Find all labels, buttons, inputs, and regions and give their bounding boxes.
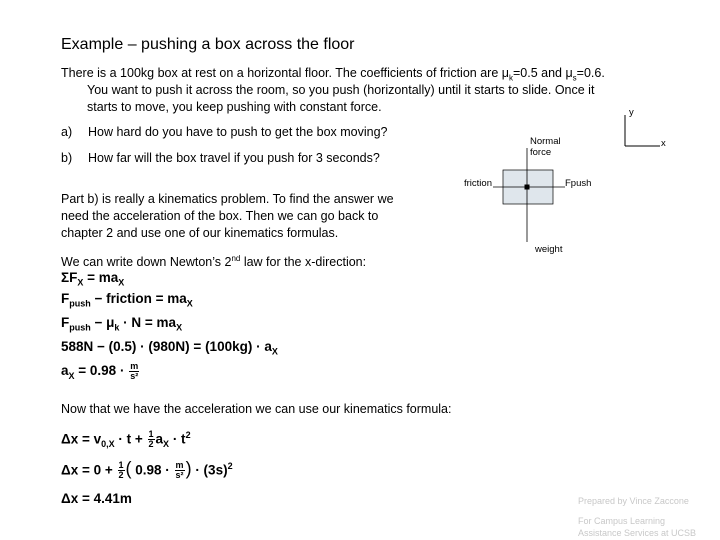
- x-axis-label: x: [661, 138, 666, 149]
- intro-line-3: starts to move, you keep pushing with constant force.: [87, 100, 382, 114]
- question-a-text: How hard do you have to push to get the box moving?: [88, 125, 388, 139]
- credit-line-2: For Campus Learning: [578, 516, 666, 526]
- equation-acceleration-result: $a_X = 0.98$ · $\frac{m}{\text{s²}}$: [61, 361, 139, 381]
- intro-line-2: You want to push it across the room, so you push (horizontally) until it starts to slide. Once it: [87, 83, 595, 97]
- intro-line-1: There is a 100kg box at rest on a horizontal floor. The coefficients of friction are $\mu_k=0.5$ and $\mu_s=0.6$.: [61, 66, 605, 83]
- kinematics-formula: $\Delta x = v_{0,X} \cdot t$ + $\frac{1}{2}$ $a_X \cdot t^2$: [61, 429, 191, 450]
- half-fraction: $\frac{1}{2}$: [148, 429, 154, 450]
- weight-label: weight: [535, 244, 563, 255]
- fpush-label: Fpush: [565, 178, 592, 189]
- question-a-label: a): [61, 125, 73, 139]
- newton-intro: We can write down Newton’s 2nd law for the x-direction:: [61, 254, 367, 270]
- partb-line-1: Part b) is really a kinematics problem. To find the answer we: [61, 192, 394, 206]
- unit-fraction: $\frac{m}{\text{s²}}$: [130, 361, 139, 381]
- page-title: Example – pushing a box across the floor: [61, 36, 355, 53]
- kinematics-substituted: Δx = 0 + $\frac{1}{2}$ ( 0.98 · $\frac{m}{\text{s²}}$ ) · $(3s)^2$: [61, 458, 233, 481]
- equation-numeric: $588N - (0.5) \cdot (980N) = (100kg) \cdot a_X$: [61, 339, 278, 357]
- kinematics-intro: Now that we have the acceleration we can use our kinematics formula:: [61, 402, 452, 416]
- credit-line-3: Assistance Services at UCSB: [578, 528, 697, 538]
- left-paren: (: [125, 458, 132, 479]
- normal-force-label: Normal force: [530, 136, 561, 158]
- question-b-text: How far will the box travel if you push for 3 seconds?: [88, 151, 380, 165]
- question-b-label: b): [61, 151, 73, 165]
- unit-fraction: $\frac{m}{\text{s²}}$: [175, 460, 184, 481]
- equation-push-mu-n: $F_{push} - \mu_k \cdot N = ma_X$: [61, 315, 183, 333]
- equation-push-friction: $F_{push}$ − friction = $ma_X$: [61, 291, 193, 309]
- right-paren: ): [185, 458, 192, 479]
- half-fraction: $\frac{1}{2}$: [118, 460, 124, 481]
- partb-line-3: chapter 2 and use one of our kinematics formulas.: [61, 226, 339, 240]
- equation-sum-forces: $\Sigma F_X = ma_X$: [61, 270, 125, 288]
- credit-author: Prepared by Vince Zaccone: [578, 496, 689, 506]
- y-axis-label: y: [629, 107, 634, 118]
- friction-label: friction: [464, 178, 492, 189]
- kinematics-result: Δx = 4.41m: [61, 491, 132, 506]
- partb-line-2: need the acceleration of the box. Then we can go back to: [61, 209, 379, 223]
